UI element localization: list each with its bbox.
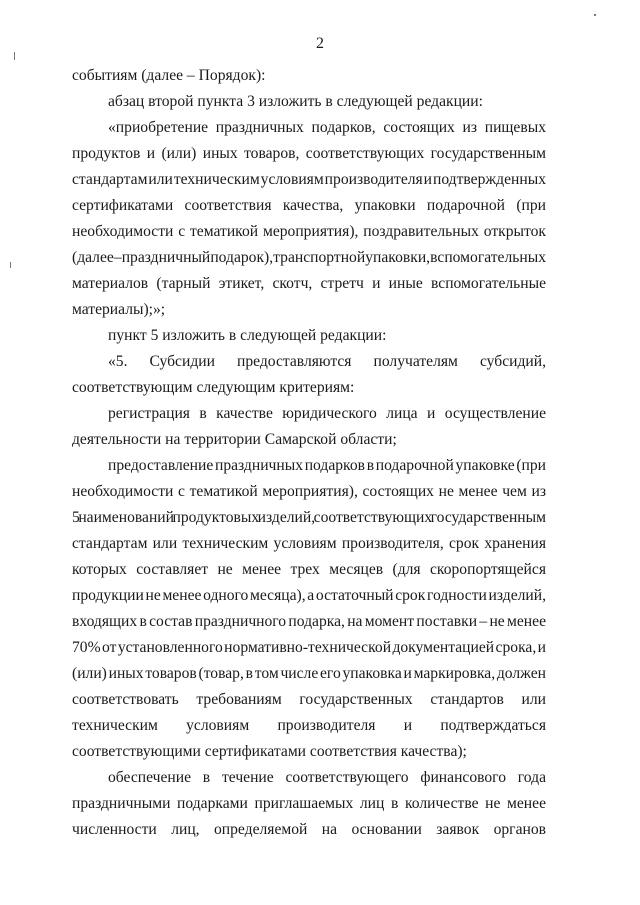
text-line: «приобретение праздничных подарков, состоящих из пищевых bbox=[108, 119, 546, 136]
text-line: соответствовать требованиям государственных стандартов или bbox=[72, 691, 546, 708]
text-line: продукции не менее одного месяца), а остаточный срок годности изделий, bbox=[72, 587, 546, 604]
text-line: 70% от установленного нормативно-технической документацией срока, и bbox=[72, 639, 546, 656]
text-line: абзац второй пункта 3 изложить в следующей редакции: bbox=[108, 93, 483, 110]
text-line: стандартам или техническим условиям производителя и подтвержденных bbox=[72, 171, 546, 188]
text-line: необходимости с тематикой мероприятия), состоящих не менее чем из bbox=[72, 483, 546, 500]
text-line: соответствующими сертификатами соответствия качества); bbox=[72, 743, 467, 760]
text-line: входящих в состав праздничного подарка, на момент поставки – не менее bbox=[72, 613, 546, 630]
scan-speck bbox=[594, 14, 596, 16]
text-line: (далее – праздничный подарок), транспортной упаковки, вспомогательных bbox=[72, 249, 546, 266]
text-line: 5 наименований продуктовых изделий, соответствующих государственным bbox=[72, 509, 546, 526]
scan-speck bbox=[14, 52, 15, 60]
text-line: деятельности на территории Самарской области; bbox=[72, 431, 397, 448]
text-line: техническим условиям производителя и подтверждаться bbox=[72, 717, 546, 734]
text-line: «5. Субсидии предоставляются получателям субсидий, bbox=[108, 353, 546, 370]
text-line: пункт 5 изложить в следующей редакции: bbox=[108, 327, 387, 344]
page-number: 2 bbox=[316, 35, 324, 52]
text-line: сертификатами соответствия качества, упаковки подарочной (при bbox=[72, 197, 546, 214]
text-line: (или) иных товаров (товар, в том числе его упаковка и маркировка, должен bbox=[72, 665, 546, 682]
text-line: обеспечение в течение соответствующего финансового года bbox=[108, 769, 546, 786]
text-line: предоставление праздничных подарков в подарочной упаковке (при bbox=[108, 457, 546, 474]
text-line: соответствующим следующим критериям: bbox=[72, 379, 355, 396]
text-line: праздничными подарками приглашаемых лиц в количестве не менее bbox=[72, 795, 546, 812]
text-line: материалы);»; bbox=[72, 301, 166, 318]
scan-speck bbox=[10, 262, 11, 268]
text-line: продуктов и (или) иных товаров, соответствующих государственным bbox=[72, 145, 546, 162]
text-line: событиям (далее – Порядок): bbox=[72, 67, 266, 84]
text-line: которых составляет не менее трех месяцев (для скоропортящейся bbox=[72, 561, 546, 578]
text-line: необходимости с тематикой мероприятия), поздравительных открыток bbox=[72, 223, 546, 240]
text-line: регистрация в качестве юридического лица и осуществление bbox=[108, 405, 546, 422]
text-line: стандартам или техническим условиям производителя, срок хранения bbox=[72, 535, 546, 552]
text-line: материалов (тарный этикет, скотч, стретч и иные вспомогательные bbox=[72, 275, 546, 292]
text-line: численности лиц, определяемой на основании заявок органов bbox=[72, 821, 546, 838]
